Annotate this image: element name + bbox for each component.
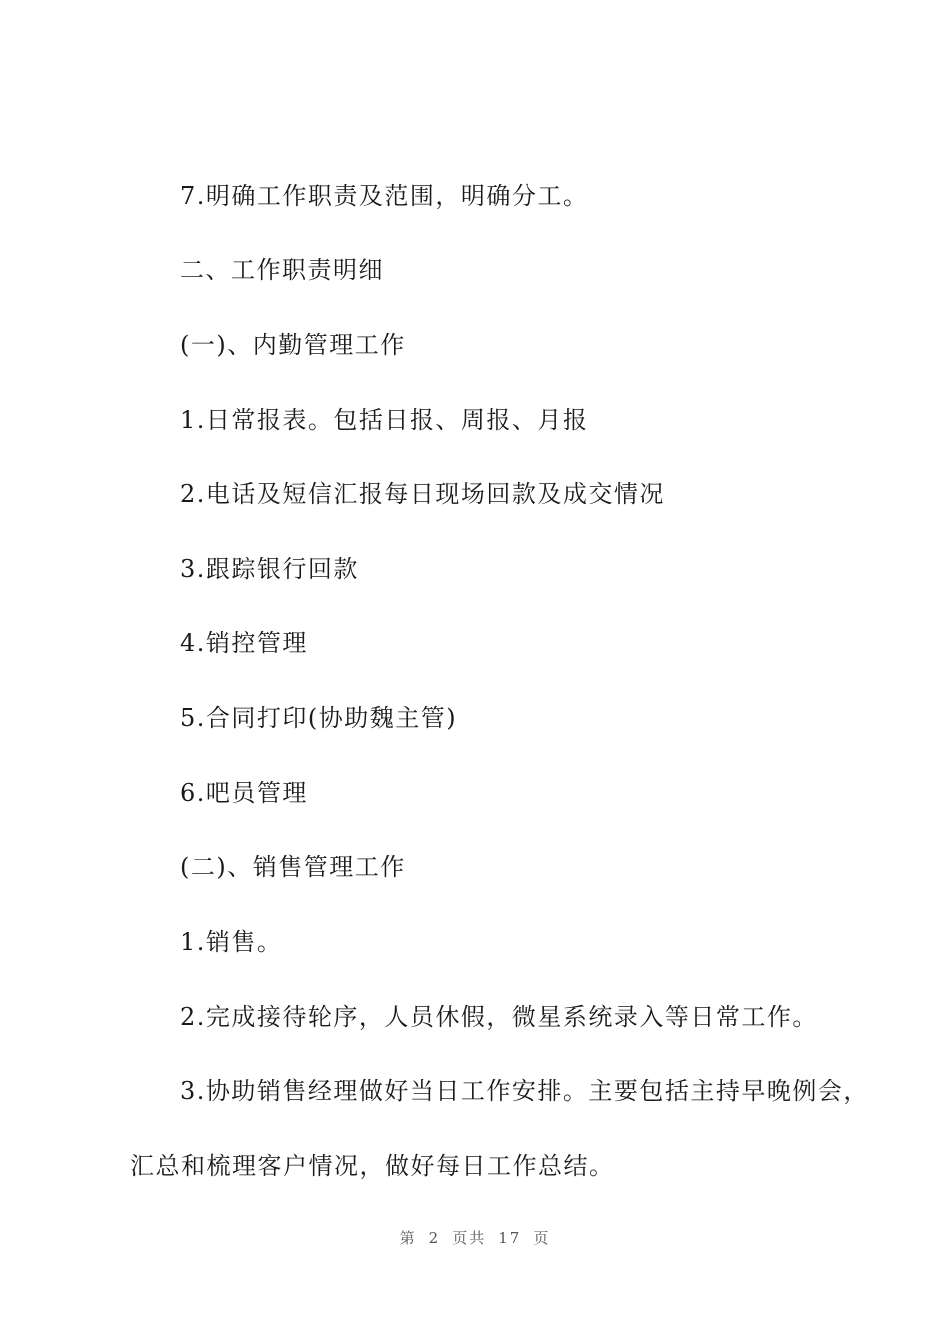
list-item-bar-staff: 6.吧员管理: [180, 779, 308, 807]
list-item-sales-control: 4.销控管理: [180, 629, 308, 657]
list-item-phone-reports: 2.电话及短信汇报每日现场回款及成交情况: [180, 480, 665, 508]
paragraph-item-7: 7.明确工作职责及范围，明确分工。: [180, 182, 589, 210]
page-footer: [0, 1228, 950, 1248]
footer-prefix: 第: [399, 1229, 417, 1247]
subsection-heading-sales-management: (二)、销售管理工作: [180, 853, 406, 881]
list-item-assist-manager: 3.协助销售经理做好当日工作安排。主要包括主持早晚例会，: [180, 1077, 869, 1105]
footer-total-pages: 17: [498, 1229, 522, 1247]
subsection-heading-office-management: (一)、内勤管理工作: [180, 331, 406, 359]
list-item-bank-payments: 3.跟踪银行回款: [180, 555, 359, 583]
footer-current-page: 2: [428, 1229, 441, 1247]
footer-suffix: 页: [533, 1229, 551, 1247]
footer-middle: 页共: [452, 1229, 487, 1247]
list-item-reception-rotation: 2.完成接待轮序，人员休假，微星系统录入等日常工作。: [180, 1003, 818, 1031]
list-item-contract-printing: 5.合同打印(协助魏主管): [180, 704, 458, 732]
list-item-sales: 1.销售。: [180, 928, 283, 956]
list-item-assist-manager-continued: 汇总和梳理客户情况，做好每日工作总结。: [130, 1152, 615, 1180]
list-item-daily-reports: 1.日常报表。包括日报、周报、月报: [180, 406, 589, 434]
section-heading-job-duties: 二、工作职责明细: [180, 256, 384, 284]
